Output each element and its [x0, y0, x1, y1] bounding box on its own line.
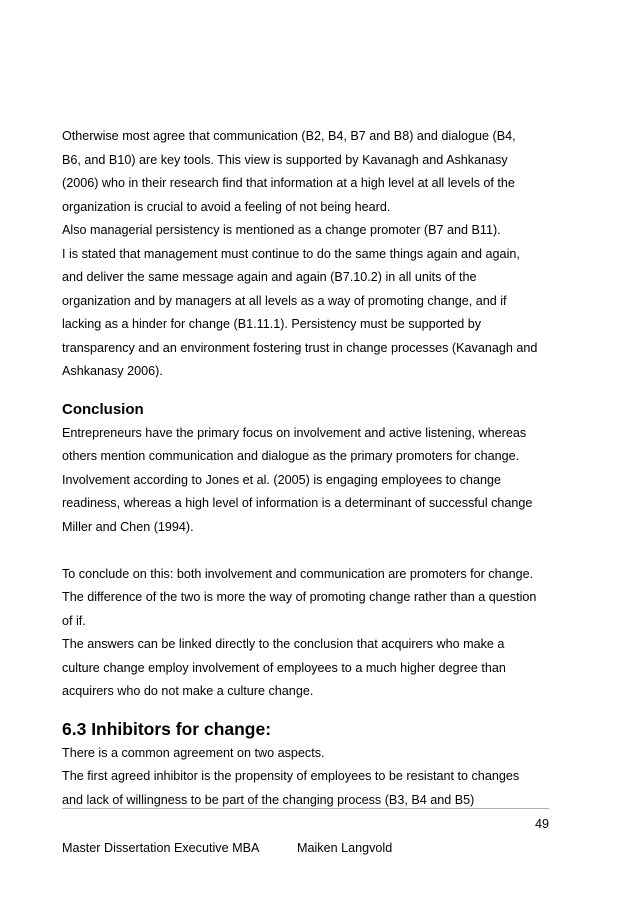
text-line: The first agreed inhibitor is the propensity of employees to be resistant to changes	[62, 769, 520, 783]
text-line: culture change employ involvement of employees to a much higher degree than	[62, 660, 506, 675]
paragraph-to-conclude	[62, 563, 562, 704]
paragraph-communication	[62, 125, 562, 384]
page-content	[62, 125, 562, 812]
text-line: others mention communication and dialogue as the primary promoters for change.	[62, 449, 520, 463]
paragraph-entrepreneurs	[62, 422, 562, 540]
footer-author: Maiken Langvold	[297, 841, 393, 855]
spacer	[62, 539, 562, 563]
footer-divider	[62, 808, 549, 809]
text-line: The difference of the two is more the way of promoting change rather than a question	[62, 590, 537, 604]
paragraph-inhibitors	[62, 742, 562, 813]
text-line: The answers can be linked directly to the conclusion that acquirers who make a	[62, 637, 505, 651]
footer-document-title: Master Dissertation Executive MBA	[62, 841, 260, 855]
text-line: transparency and an environment fostering trust in change processes (Kavanagh and	[62, 340, 538, 355]
text-line: Miller and Chen (1994).	[62, 519, 194, 534]
text-line: Also managerial persistency is mentioned as a change promoter (B7 and B11).	[62, 223, 501, 237]
text-line: of if.	[62, 613, 86, 628]
text-line: (2006) who in their research find that information at a high level at all levels of the	[62, 176, 515, 190]
text-line: and deliver the same message again and again (B7.10.2) in all units of the	[62, 270, 477, 284]
page-number: 49	[534, 817, 549, 831]
text-line: Ashkanasy 2006).	[62, 364, 163, 378]
spacer	[62, 704, 562, 716]
text-line: To conclude on this: both involvement and communication are promoters for change.	[62, 566, 534, 581]
section-heading: 6.3 Inhibitors for change:	[62, 718, 272, 739]
text-line: B6, and B10) are key tools. This view is supported by Kavanagh and Ashkanasy	[62, 152, 508, 167]
text-line: I is stated that management must continue to do the same things again and again,	[62, 246, 520, 261]
text-line: organization and by managers at all levels as a way of promoting change, and if	[62, 293, 507, 308]
text-line: There is a common agreement on two aspects.	[62, 745, 325, 760]
text-line: Otherwise most agree that communication (B2, B4, B7 and B8) and dialogue (B4,	[62, 129, 516, 143]
conclusion-heading: Conclusion	[62, 400, 144, 418]
text-line: acquirers who do not make a culture change.	[62, 684, 314, 698]
text-line: and lack of willingness to be part of the changing process (B3, B4 and B5)	[62, 792, 475, 807]
text-line: Involvement according to Jones et al. (2005) is engaging employees to change	[62, 472, 501, 487]
spacer	[62, 384, 562, 398]
text-line: lacking as a hinder for change (B1.11.1). Persistency must be supported by	[62, 317, 482, 331]
text-line: Entrepreneurs have the primary focus on involvement and active listening, whereas	[62, 425, 527, 440]
text-line: readiness, whereas a high level of information is a determinant of successful change	[62, 496, 533, 510]
text-line: organization is crucial to avoid a feeling of not being heard.	[62, 199, 391, 214]
